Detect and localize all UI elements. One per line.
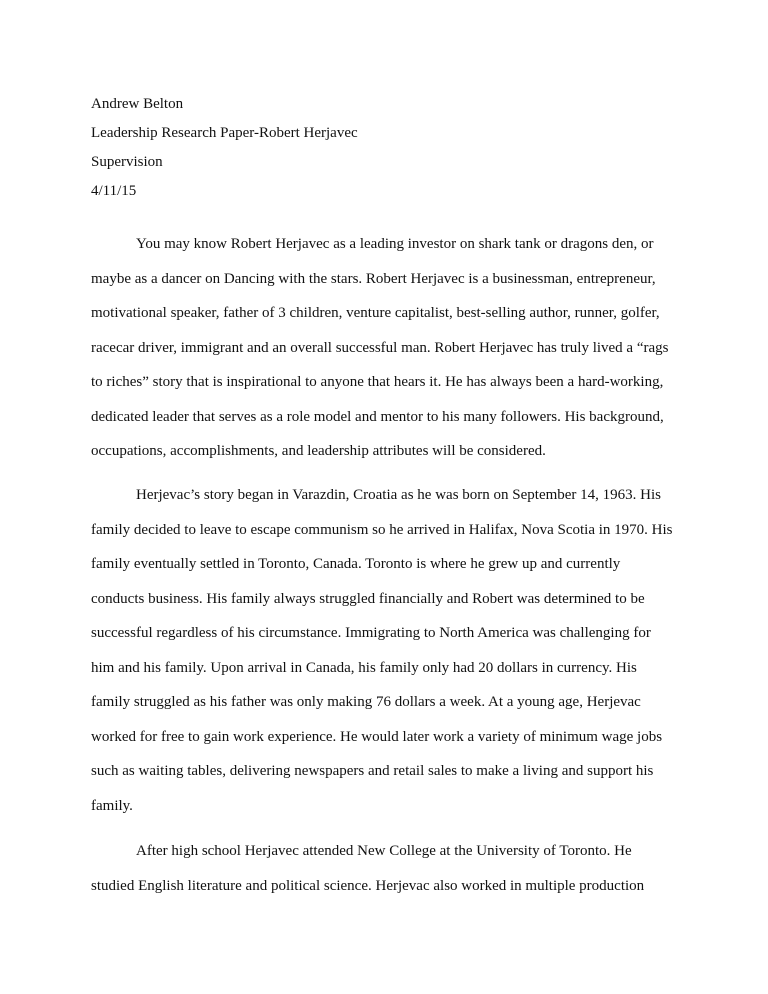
paragraph-line: racecar driver, immigrant and an overall successful man. Robert Herjavec has truly lived a “rags: [91, 339, 669, 356]
paragraph-line: successful regardless of his circumstance. Immigrating to North America was challenging for: [91, 625, 651, 641]
author-name: Andrew Belton: [91, 96, 184, 112]
paragraph-line: Herjevac’s story began in Varazdin, Croatia as he was born on September 14, 1963. His: [136, 487, 662, 503]
paragraph-line: occupations, accomplishments, and leadership attributes will be considered.: [91, 443, 546, 459]
paragraph-line: to riches” story that is inspirational to anyone that hears it. He has always been a hard-working,: [91, 374, 664, 390]
paragraph-line: dedicated leader that serves as a role model and mentor to his many followers. His background,: [91, 408, 664, 425]
paragraph-line: You may know Robert Herjavec as a leading investor on shark tank or dragons den, or: [136, 236, 654, 252]
paper-subject: Supervision: [91, 154, 163, 170]
paper-header: [91, 90, 358, 206]
paragraph-line: family.: [91, 797, 133, 814]
paragraph-line: worked for free to gain work experience. He would later work a variety of minimum wage jobs: [91, 728, 663, 745]
paragraph-line: family eventually settled in Toronto, Canada. Toronto is where he grew up and currently: [91, 556, 621, 572]
paragraph-line: him and his family. Upon arrival in Canada, his family only had 20 dollars in currency. His: [91, 659, 637, 676]
paragraph: [91, 844, 691, 913]
paragraph-line: conducts business. His family always struggled financially and Robert was determined to be: [91, 590, 645, 607]
paragraph-line: maybe as a dancer on Dancing with the stars. Robert Herjavec is a businessman, entrepreneur,: [91, 270, 656, 287]
paper-date: 4/11/15: [91, 183, 137, 199]
paragraph-line: family decided to leave to escape communism so he arrived in Halifax, Nova Scotia in 1970. His: [91, 521, 673, 538]
paragraph: [91, 237, 691, 479]
paragraph-line: studied English literature and political science. Herjevac also worked in multiple production: [91, 877, 645, 894]
paragraph-line: such as waiting tables, delivering newspapers and retail sales to make a living and support his: [91, 763, 654, 779]
paper-title: Leadership Research Paper-Robert Herjavec: [91, 125, 358, 141]
paragraph-line: motivational speaker, father of 3 children, venture capitalist, best-selling author, runner, golfer,: [91, 305, 660, 321]
paragraph: [91, 488, 691, 833]
paragraph-line: After high school Herjavec attended New College at the University of Toronto. He: [136, 843, 632, 859]
paragraph-line: family struggled as his father was only making 76 dollars a week. At a young age, Herjevac: [91, 694, 641, 710]
